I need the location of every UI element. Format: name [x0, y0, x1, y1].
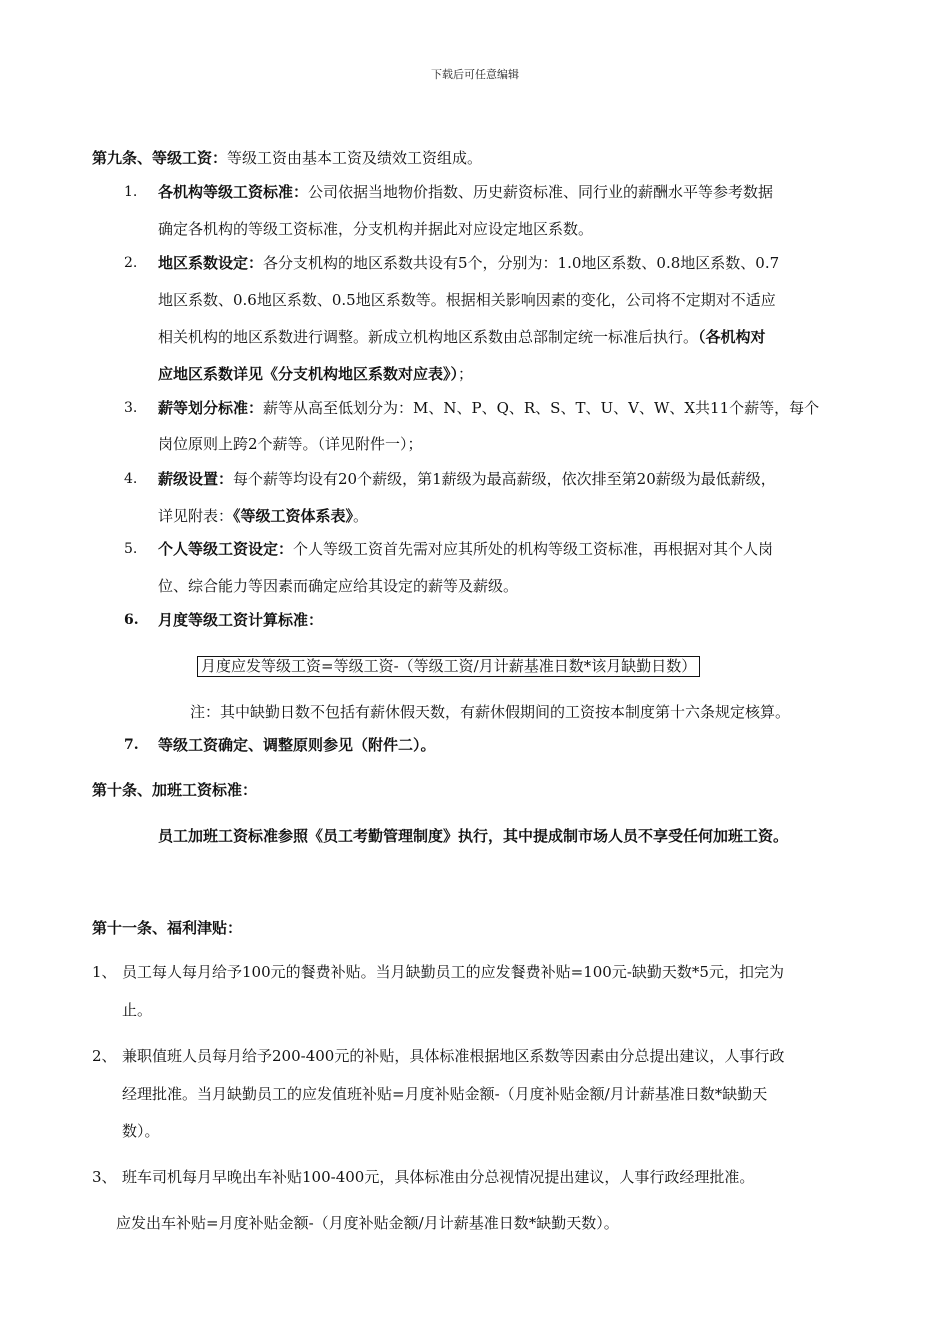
item-4-number: 4.: [124, 471, 138, 487]
welfare-tail-formula: 应发出车补贴=月度补贴金额-（月度补贴金额/月计薪基准日数*缺勤天数）。: [116, 1214, 619, 1232]
welfare-item-2-line-1: 兼职值班人员每月给予200-400元的补贴，具体标准根据地区系数等因素由分总提出建议，人事行政: [122, 1047, 785, 1065]
item-5-text-1: 个人等级工资首先需对应其所处的机构等级工资标准，再根据对其个人岗: [293, 540, 774, 558]
item-1-line-1: [158, 182, 773, 202]
welfare-item-1-number: 1、: [92, 963, 117, 981]
welfare-item-1-line-2: 止。: [122, 1001, 153, 1019]
item-3-line-1: [158, 398, 819, 418]
article-9-title: 第九条、等级工资：: [92, 149, 228, 167]
page-header: 下载后可任意编辑: [431, 68, 519, 81]
item-4-line-1: [158, 469, 776, 489]
item-2-text-1: 各分支机构的地区系数共设有5个，分别为：1.0地区系数、0.8地区系数、0.7: [263, 254, 780, 272]
item-2-line-3: [158, 327, 766, 347]
item-6-label: 月度等级工资计算标准：: [158, 611, 324, 629]
item-4-tail: 。: [353, 507, 369, 525]
article-9-heading: [92, 148, 482, 168]
article-10-title: 第十条、加班工资标准：: [92, 781, 258, 799]
item-2-bold-tail-2: 应地区系数详见《分支机构地区系数对应表》）: [158, 365, 459, 383]
welfare-item-2-line-3: 数）。: [122, 1122, 160, 1140]
welfare-item-2-number: 2、: [92, 1047, 117, 1065]
item-1-label: 各机构等级工资标准：: [158, 183, 309, 201]
item-3-line-2: 岗位原则上跨2个薪等。（详见附件一）；: [158, 435, 423, 453]
item-7-label: 等级工资确定、调整原则参见（附件二）。: [158, 736, 436, 754]
item-1-line-2: 确定各机构的等级工资标准，分支机构并据此对应设定地区系数。: [158, 220, 594, 238]
item-6-note: 注：其中缺勤日数不包括有薪休假天数，有薪休假期间的工资按本制度第十六条规定核算。: [190, 703, 791, 721]
item-2-line-1: [158, 253, 779, 273]
item-4-bold-tail: 《等级工资体系表》: [233, 507, 354, 525]
item-4-text-2: 详见附表：: [158, 507, 234, 525]
article-11-title: 第十一条、福利津贴：: [92, 919, 243, 937]
item-7-number: 7.: [124, 737, 139, 753]
item-5-line-2: 位、综合能力等因素而确定应给其设定的薪等及薪级。: [158, 577, 519, 595]
item-2-number: 2.: [124, 255, 138, 271]
article-10-body: 员工加班工资标准参照《员工考勤管理制度》执行，其中提成制市场人员不享受任何加班工资。: [158, 827, 789, 845]
item-4-line-2: [158, 506, 368, 526]
item-4-text-1: 每个薪等均设有20个薪级，第1薪级为最高薪级，依次排至第20薪级为最低薪级，: [233, 470, 776, 488]
welfare-item-3-line-1: 班车司机每月早晚出车补贴100-400元，具体标准由分总视情况提出建议，人事行政经理批准。: [122, 1168, 755, 1186]
item-2-text-3: 相关机构的地区系数进行调整。新成立机构地区系数由总部制定统一标准后执行。: [158, 328, 699, 346]
welfare-item-2-line-2: 经理批准。当月缺勤员工的应发值班补贴=月度补贴金额-（月度补贴金额/月计薪基准日数*缺勤天: [122, 1085, 768, 1103]
item-3-text-1: 薪等从高至低划分为：M、N、P、Q、R、S、T、U、V、W、X共11个薪等，每个: [263, 399, 820, 417]
item-3-label: 薪等划分标准：: [158, 399, 264, 417]
welfare-item-1-line-1: 员工每人每月给予100元的餐费补贴。当月缺勤员工的应发餐费补贴=100元-缺勤天数*5元，扣完为: [122, 963, 784, 981]
welfare-item-3-number: 3、: [92, 1168, 117, 1186]
item-2-label: 地区系数设定：: [158, 254, 264, 272]
item-4-label: 薪级设置：: [158, 470, 234, 488]
item-1-text-1: 公司依据当地物价指数、历史薪资标准、同行业的薪酬水平等参考数据: [308, 183, 774, 201]
item-2-line-4: [158, 364, 473, 384]
item-5-label: 个人等级工资设定：: [158, 540, 294, 558]
item-5-line-1: [158, 539, 773, 559]
item-3-number: 3.: [124, 400, 138, 416]
item-2-tail: ；: [458, 365, 474, 383]
item-5-number: 5.: [124, 541, 138, 557]
item-2-line-2: 地区系数、0.6地区系数、0.5地区系数等。根据相关影响因素的变化，公司将不定期对不适应: [158, 291, 776, 309]
item-6-number: 6.: [124, 612, 139, 628]
salary-formula-box: 月度应发等级工资=等级工资-（等级工资/月计薪基准日数*该月缺勤日数）: [197, 656, 700, 677]
article-9-intro: 等级工资由基本工资及绩效工资组成。: [227, 149, 483, 167]
item-1-number: 1.: [124, 184, 138, 200]
item-2-bold-tail-1: （各机构对: [698, 328, 766, 346]
